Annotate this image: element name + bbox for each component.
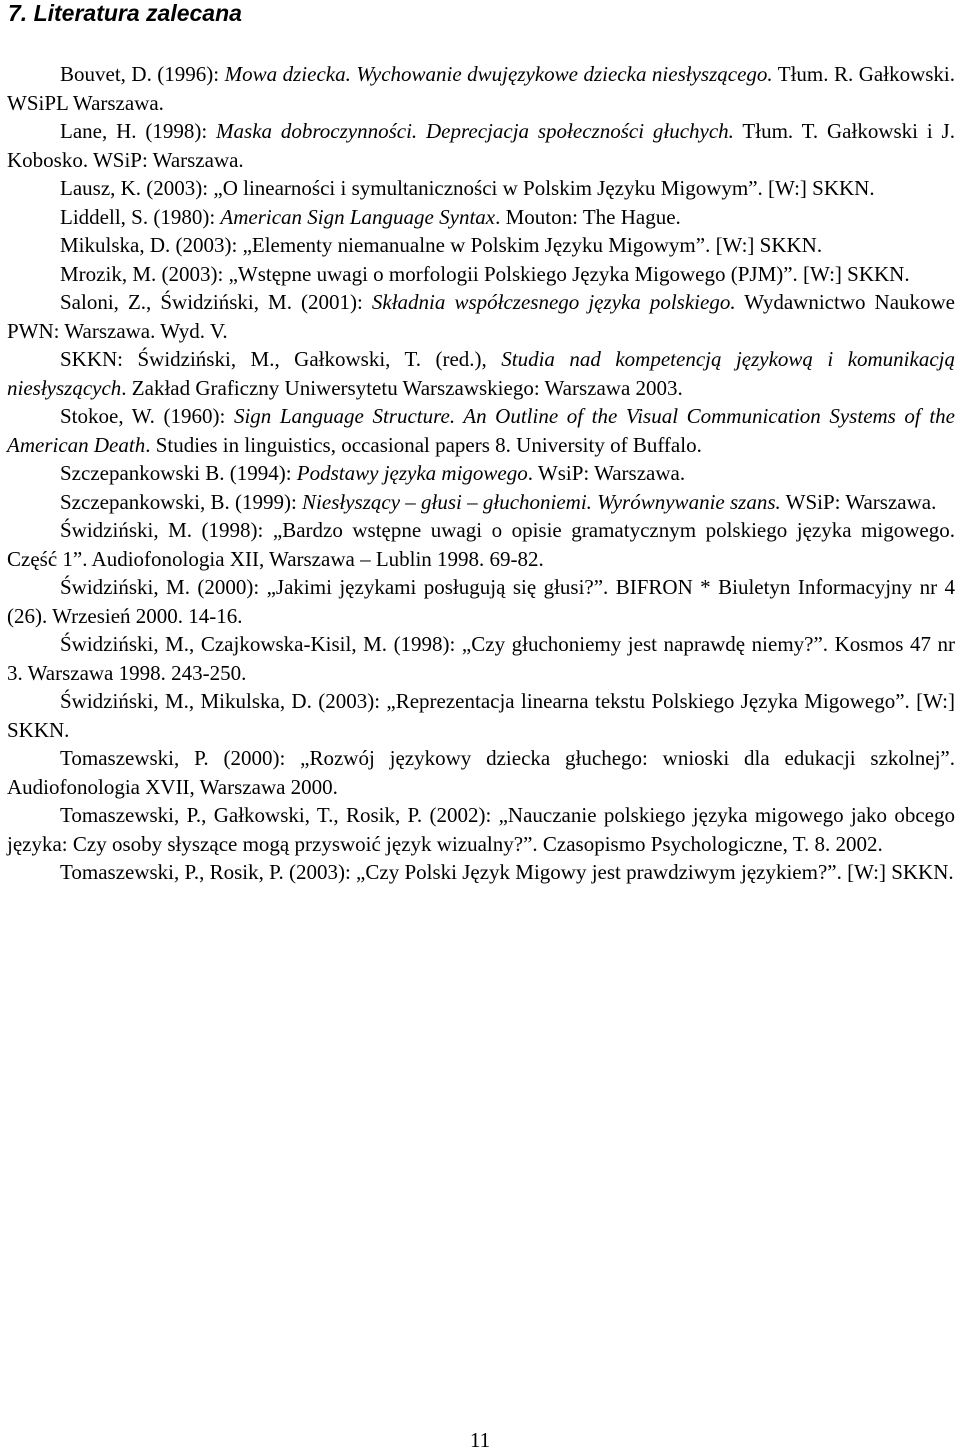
reference-authors: Tomaszewski, P. (2000): „Rozwój językowy dziecka głuchego: wnioski dla edukacji szkolnej”. Audiofonologia XVII, Warszawa 2000.	[7, 746, 955, 799]
reference-title: Sign Language Structure. An Outline of the Visual Communication Systems of the American Death	[7, 404, 956, 457]
reference-item	[7, 801, 955, 858]
reference-title: Studia nad kompetencją językową i komunikacją niesłyszących	[7, 347, 955, 400]
reference-item	[7, 488, 955, 517]
reference-authors: Mikulska, D. (2003): „Elementy niemanualne w Polskim Języku Migowym”. [W:] SKKN.	[60, 233, 823, 257]
reference-authors: Lausz, K. (2003): „O linearności i symultaniczności w Polskim Języku Migowym”. [W:] SKKN.	[60, 176, 875, 200]
reference-item	[7, 117, 955, 174]
reference-authors: Stokoe, W. (1960):	[60, 404, 234, 428]
reference-title: Składnia współczesnego języka polskiego.	[371, 290, 736, 314]
reference-item	[7, 516, 955, 573]
reference-item	[7, 459, 955, 488]
reference-item	[7, 174, 955, 203]
reference-details: Wydawnictwo Naukowe PWN: Warszawa. Wyd. V.	[7, 290, 956, 343]
reference-authors: Świdziński, M., Mikulska, D. (2003): „Reprezentacja linearna tekstu Polskiego Języka Migowego”. [W:] SKKN.	[7, 689, 955, 742]
reference-item	[7, 687, 955, 744]
reference-item	[7, 288, 955, 345]
reference-authors: Tomaszewski, P., Gałkowski, T., Rosik, P. (2002): „Nauczanie polskiego języka migowego jako obcego języka: Czy osoby słyszące mogą przyswoić język wizualny?”. Czasopismo Psychologiczne, T. 8. 2002.	[7, 803, 955, 856]
reference-item	[7, 402, 955, 459]
page-number: 11	[469, 1428, 491, 1452]
section-heading: 7. Literatura zalecana	[8, 0, 242, 26]
reference-authors: Szczepankowski, B. (1999):	[60, 489, 303, 514]
reference-details: . Studies in linguistics, occasional papers 8. University of Buffalo.	[145, 432, 702, 457]
reference-authors: Bouvet, D. (1996):	[60, 62, 225, 86]
reference-details: . Mouton: The Hague.	[495, 204, 681, 229]
reference-authors: Tomaszewski, P., Rosik, P. (2003): „Czy Polski Język Migowy jest prawdziwym językiem?”. [W:] SKKN.	[60, 860, 954, 884]
reference-authors: Liddell, S. (1980):	[60, 204, 221, 229]
reference-title: American Sign Language Syntax	[220, 204, 496, 229]
reference-title: Mowa dziecka. Wychowanie dwujęzykowe dziecka niesłyszącego.	[224, 62, 773, 86]
reference-item	[7, 231, 955, 260]
reference-item	[7, 630, 955, 687]
reference-title: Niesłyszący – głusi – głuchoniemi. Wyrównywanie szans.	[302, 489, 781, 514]
reference-details: Tłum. R. Gałkowski. WSiPL Warszawa.	[7, 62, 955, 115]
reference-details: WSiP: Warszawa.	[780, 489, 937, 514]
reference-item	[7, 573, 955, 630]
reference-details: . Zakład Graficzny Uniwersytetu Warszawskiego: Warszawa 2003.	[121, 375, 683, 400]
reference-item	[7, 260, 955, 289]
reference-authors: Świdziński, M. (1998): „Bardzo wstępne uwagi o opisie gramatycznym polskiego języka migowego. Część 1”. Audiofonologia XII, Warszawa – Lublin 1998. 69-82.	[7, 518, 955, 571]
reference-authors: Świdziński, M. (2000): „Jakimi językami posługują się głusi?”. BIFRON * Biuletyn Informacyjny nr 4 (26). Wrzesień 2000. 14-16.	[7, 575, 955, 628]
reference-item	[7, 744, 955, 801]
reference-item	[7, 345, 955, 402]
reference-authors: Saloni, Z., Świdziński, M. (2001):	[60, 290, 372, 314]
reference-authors: SKKN: Świdziński, M., Gałkowski, T. (red.),	[60, 347, 502, 371]
reference-authors: Mrozik, M. (2003): „Wstępne uwagi o morfologii Polskiego Języka Migowego (PJM)”. [W:] SKKN.	[60, 261, 910, 286]
reference-authors: Lane, H. (1998):	[60, 119, 217, 143]
reference-details: Tłum. T. Gałkowski i J. Kobosko. WSiP: Warszawa.	[7, 119, 955, 172]
reference-title: Maska dobroczynności. Deprecjacja społeczności głuchych.	[216, 119, 734, 143]
reference-authors: Świdziński, M., Czajkowska-Kisil, M. (1998): „Czy głuchoniemy jest naprawdę niemy?”. Kosmos 47 nr 3. Warszawa 1998. 243-250.	[7, 632, 955, 685]
reference-item	[7, 203, 955, 232]
reference-list	[7, 60, 955, 887]
reference-authors: Szczepankowski B. (1994):	[60, 461, 297, 485]
reference-item	[7, 858, 955, 887]
reference-details: . WsiP: Warszawa.	[527, 461, 686, 485]
reference-item	[7, 60, 955, 117]
reference-title: Podstawy języka migowego	[296, 461, 528, 485]
